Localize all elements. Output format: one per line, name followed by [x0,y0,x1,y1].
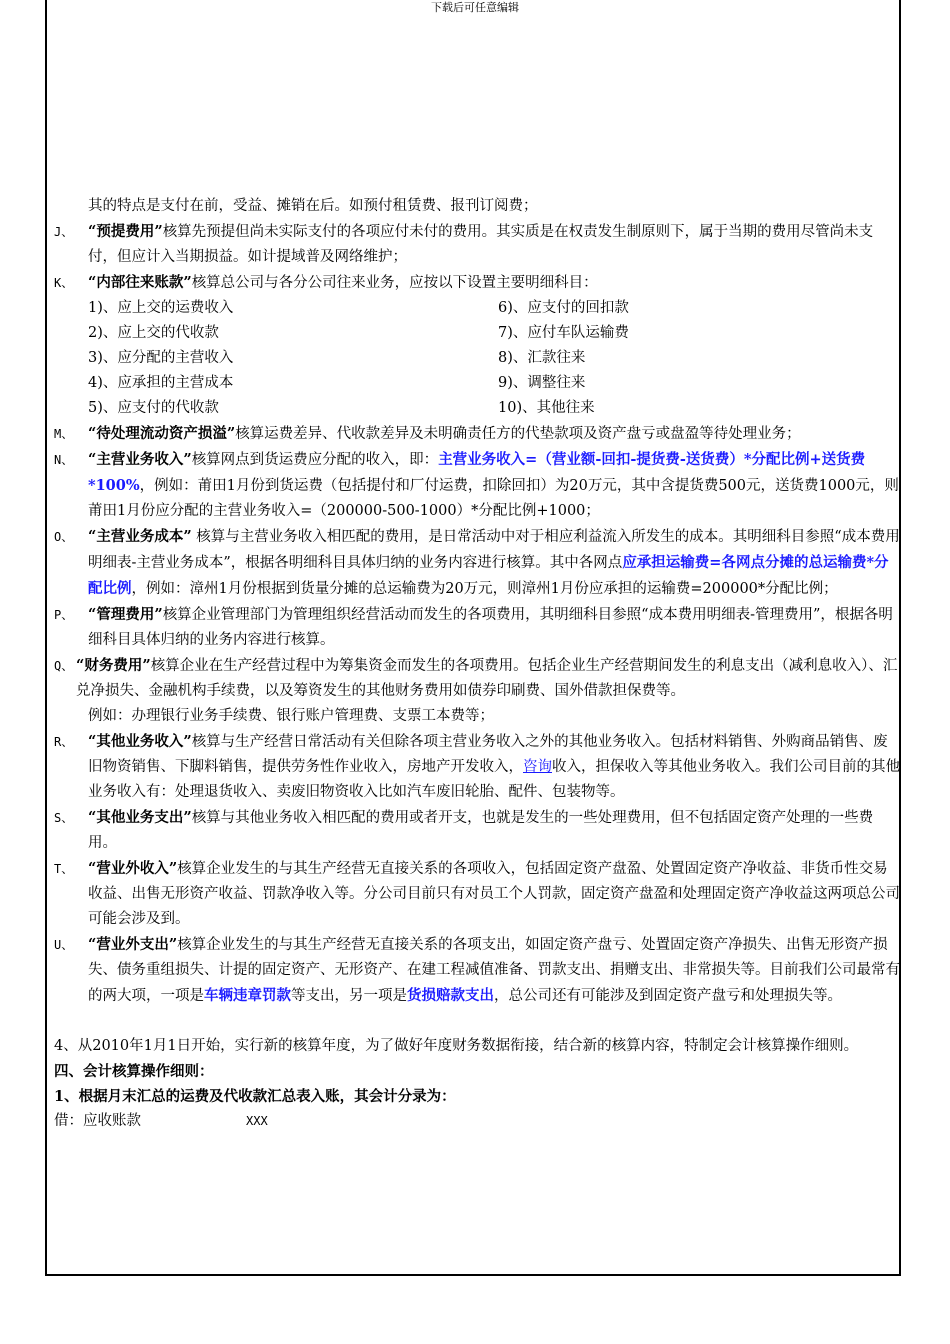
section-heading: 四、会计核算操作细则： [54,1063,214,1080]
entry-amount: XXX [246,1114,268,1128]
item-m: M、 “待处理流动资产损溢”核算运费差异、代收款差异及未明确责任方的代垫款项及资产盘亏或盘盈等待处理业务； [54,425,801,442]
highlight-violation-fines: 车辆违章罚款 [204,987,291,1004]
item-n: N、 “主营业务收入”核算网点到货运费应分配的收入，即：主营业务收入=（营业额-回扣-提货费-送货费）*分配比例+送货费*100%，例如：莆田1月份到货运费（包括提付和厂付运费，扣除回扣）为20万元，其中含提货费500元，送货费1000元，则莆田1月份应分配的主营业务收入=（200000-500-1000）*分配比例+1000； [54,451,899,519]
formula-n: 主营业务收入=（营业额-回扣-提货费-送货费）*分配比例+送货费*100% [88,451,866,494]
item-r: R、 “其他业务收入”核算与生产经营日常活动有关但除各项主营业务收入之外的其他业务收入。包括材料销售、外购商品销售、废旧物资销售、下脚料销售，提供劳务性作业收入，房地产开发收入，咨询收入，担保收入等其他业务收入。我们公司目前的其他业务收入有：处理退货收入、卖废旧物资收入比如汽车废旧轮胎、配件、包装物等。 [54,733,900,800]
subsection-heading: 1、根据月末汇总的运费及代收款汇总表入账，其会计分录为： [54,1088,456,1105]
page-header-note: 下载后可任意编辑 [431,1,519,14]
term-q: 财务费用 [84,657,143,674]
k-subitem-row: 5)、应支付的代收款 10)、其他往来 [88,400,595,416]
item-o: O、 “主营业务成本” 核算与主营业务收入相匹配的费用，是日常活动中对于相应利益流入所发生的成本。其明细科目参照“成本费用明细表-主营业务成本”，根据各明细科目具体归纳的业务内容进行核算。其中各网点应承担运输费=各网点分摊的总运输费*分配比例，例如：漳州1月份根据到货量分摊的总运输费为20万元，则漳州1月份应承担的运输费=200000*分配比例； [54,528,900,597]
item-s: S、 “其他业务支出”核算与其他业务收入相匹配的费用或者开支，也就是发生的一些处理费用，但不包括固定资产处理的一些费用。 [54,809,874,851]
document-body [54,194,902,1134]
term-m: 待处理流动资产损溢 [96,425,227,442]
paragraph-4: 4、从2010年1月1日开始，实行新的核算年度，为了做好年度财务数据衔接，结合新的核算内容，特制定会计核算操作细则。 [54,1038,859,1054]
consult-link[interactable]: 咨询 [523,759,552,775]
term-j: 预提费用 [96,223,155,240]
item-q-example: 例如：办理银行业务手续费、银行账户管理费、支票工本费等； [88,708,494,724]
spacer [54,1009,902,1034]
item-k: K、 “内部往来账款”核算总公司与各分公司往来业务，应按以下设置主要明细科目： [54,274,598,291]
item-t: T、 “营业外收入”核算企业发生的与其生产经营无直接关系的各项收入，包括固定资产盘盈、处置固定资产净收益、非货币性交易收益、出售无形资产收益、罚款净收入等。分公司目前只有对员工个人罚款，固定资产盘盈和处理固定资产净收益这两项总公司可能会涉及到。 [54,860,900,927]
item-q: Q、 “财务费用”核算企业在生产经营过程中为筹集资金而发生的各项费用。包括企业生产经营期间发生的利息支出（减利息收入）、汇兑净损失、金融机构手续费，以及筹资发生的其他财务费用如债券印刷费、国外借款担保费等。 [54,657,898,699]
entry-debit-account: 借：应收账款 [54,1113,141,1129]
item-j: J、 “预提费用”核算先预提但尚未实际支付的各项应付未付的费用。其实质是在权责发生制原则下，属于当期的费用尽管尚未支付，但应计入当期损益。如计提域普及网络维护； [54,223,874,265]
term-o: 主营业务成本 [96,528,184,545]
term-r: 其他业务收入 [96,733,184,750]
term-k: 内部往来账款 [96,274,184,291]
item-u: U、 “营业外支出”核算企业发生的与其生产经营无直接关系的各项支出，如固定资产盘亏、处置固定资产净损失、出售无形资产损失、债务重组损失、计提的固定资产、无形资产、在建工程减值准备、罚款支出、捐赠支出、非常损失等。目前我们公司最常有的两大项，一项是车辆违章罚款等支出，另一项是货损赔款支出，总公司还有可能涉及到固定资产盘亏和处理损失等。 [54,936,900,1004]
k-subitem-row: 2)、应上交的代收款 7)、应付车队运输费 [88,325,629,341]
term-n: 主营业务收入 [96,451,184,468]
item-p: P、 “管理费用”核算企业管理部门为管理组织经营活动而发生的各项费用，其明细科目参照“成本费用明细表-管理费用”，根据各明细科目具体归纳的业务内容进行核算。 [54,606,893,648]
highlight-damage-compensation: 货损赔款支出 [407,987,494,1004]
journal-entry [54,1109,902,1134]
formula-o: 应承担运输费=各网点分摊的总运输费*分配比例 [88,554,889,597]
k-subitem-row: 1)、应上交的运费收入 6)、应支付的回扣款 [88,300,629,316]
term-t: 营业外收入 [96,860,169,877]
k-subitem-row: 3)、应分配的主营收入 8)、汇款往来 [88,350,586,366]
k-subitem-row: 4)、应承担的主营成本 9)、调整往来 [88,375,586,391]
term-u: 营业外支出 [96,936,169,953]
intro-paragraph: 其的特点是支付在前，受益、摊销在后。如预付租赁费、报刊订阅费； [88,198,538,214]
term-p: 管理费用 [96,606,155,623]
term-s: 其他业务支出 [96,809,184,826]
